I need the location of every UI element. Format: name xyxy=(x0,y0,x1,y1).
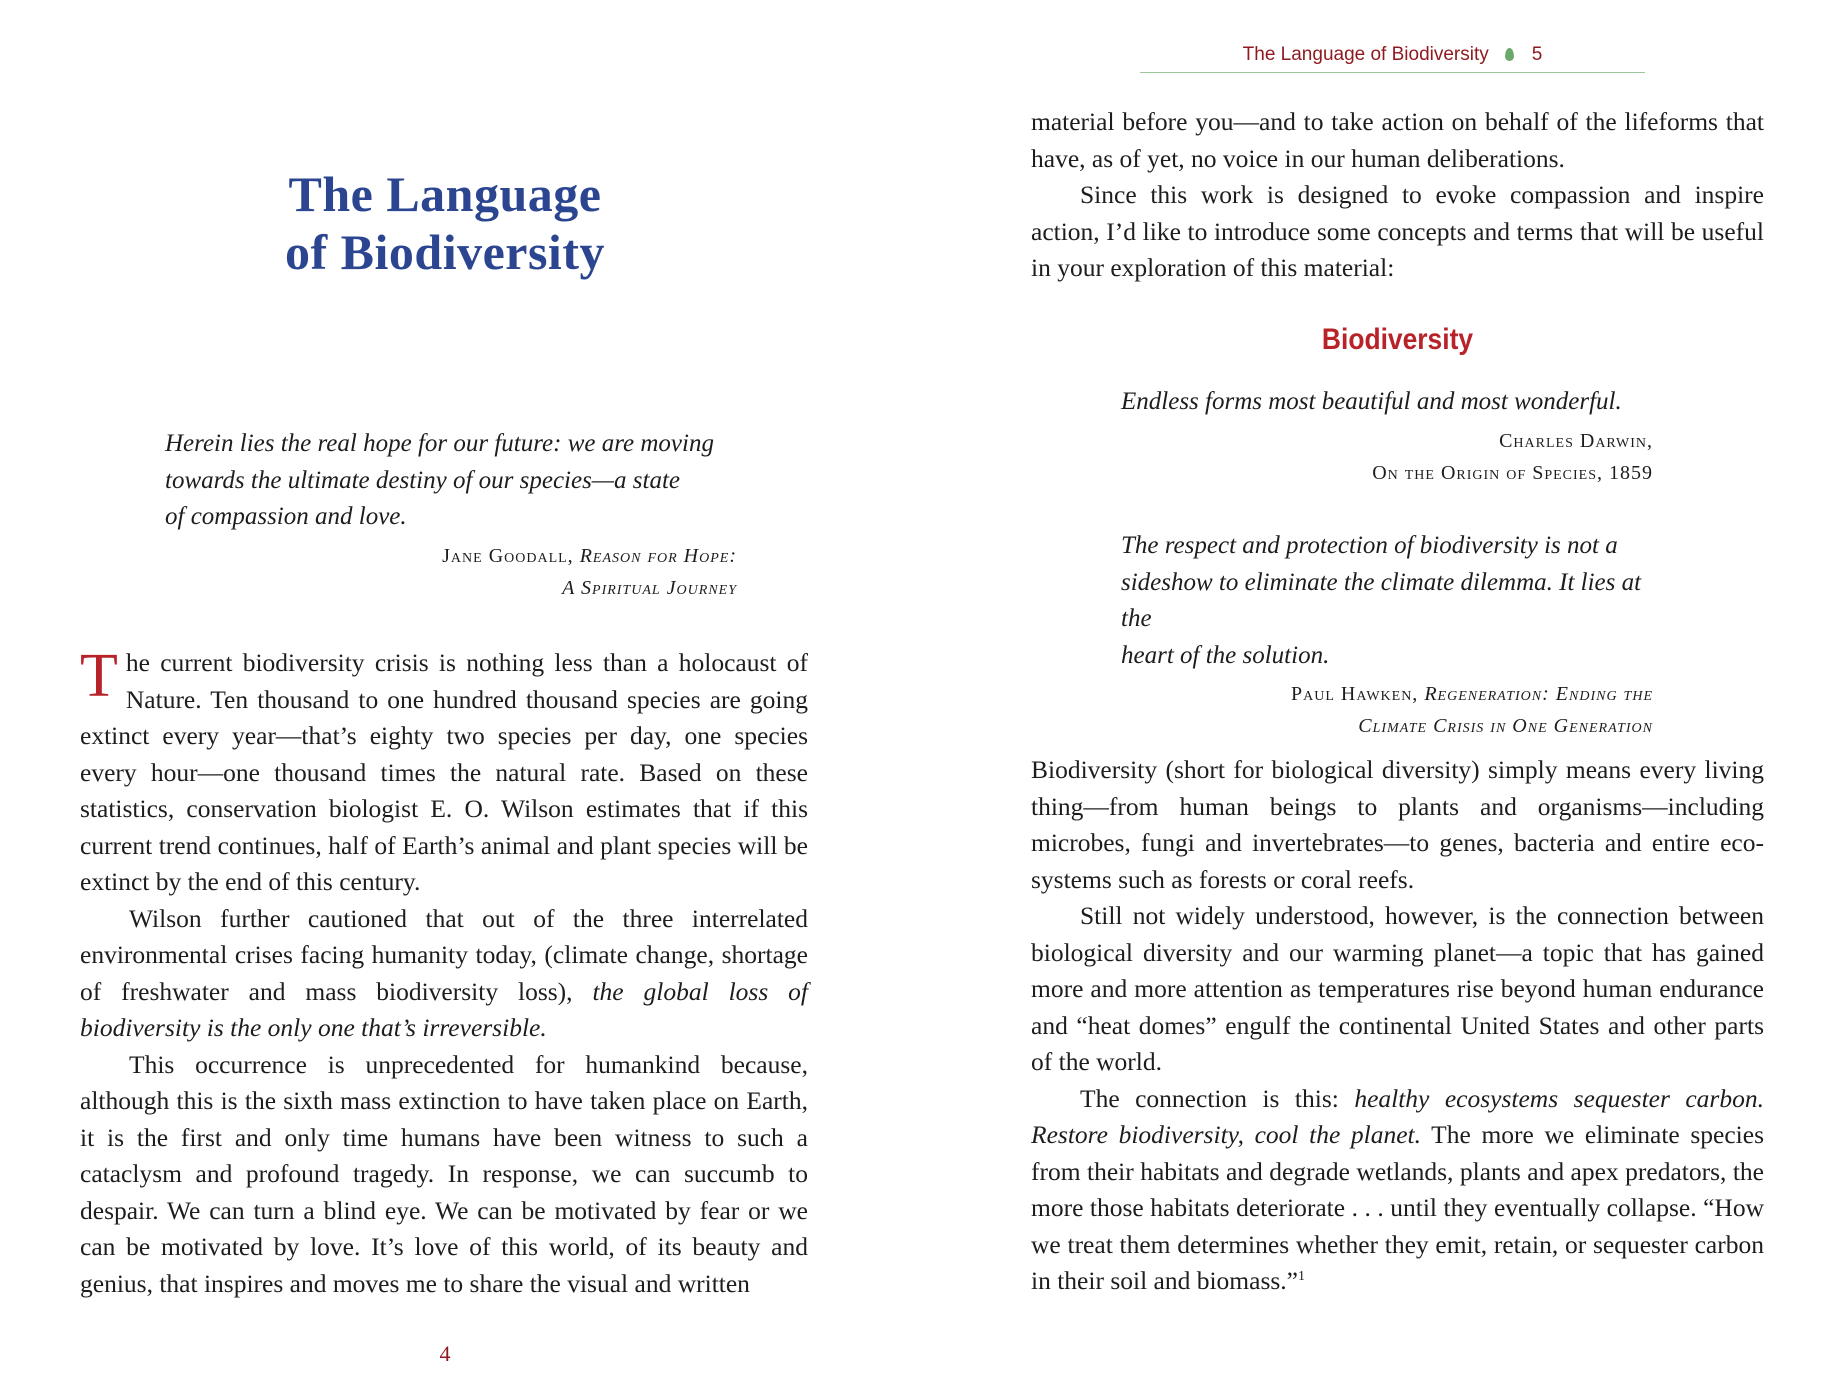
darwin-quote: Endless forms most beautiful and most wonderful. xyxy=(1121,388,1622,415)
page-number-left: 4 xyxy=(439,1341,451,1366)
right-body-text xyxy=(1031,752,1764,1300)
paragraph-1-text: he current biodiversity crisis is nothing less than a holocaust of Nature. Ten thousand to one hundred thousand species are going extinct every year—that’s eighty two species per day, one species every hour—one thousand times the natural rate. Based on these statistics, conservation biologist E. O. Wilson estimates that if this current trend continues, half of Earth’s animal and plant species will be extinct by the end of this century. xyxy=(80,648,808,896)
carbon-paragraph-start: The connection is this: xyxy=(1080,1083,1355,1113)
carbon-paragraph-rest: The more we eliminate species from their habitats and degrade wetlands, plants and apex predators, the more those habitats deteriorate . . . until they eventually collapse. “How we treat them determines whether they emit, retain, or sequester carbon in their soil and biomass.” xyxy=(1031,1120,1765,1295)
goodall-attribution xyxy=(165,540,737,604)
goodall-quote-line-1: Herein lies the real hope for our future: we are moving xyxy=(165,430,714,457)
goodall-work-line-2: A Spiritual Journey xyxy=(562,576,737,599)
darwin-author: Charles Darwin, xyxy=(1499,429,1653,452)
hawken-author: Paul Hawken, xyxy=(1290,683,1419,705)
hawken-work-line-1: Regeneration: Ending the xyxy=(1424,683,1653,705)
right-page xyxy=(915,0,1830,1396)
hawken-attribution xyxy=(1121,678,1653,742)
goodall-quote-line-2: towards the ultimate destiny of our species—a state xyxy=(165,466,681,494)
darwin-work: On the Origin of Species, 1859 xyxy=(1372,461,1653,484)
continued-paragraph: material before you—and to take action on behalf of the lifeforms that have, as of yet, no voice in our human deliberations. xyxy=(1031,107,1764,173)
left-body-text xyxy=(80,642,808,1302)
paragraph-2 xyxy=(80,901,808,1047)
carbon-paragraph xyxy=(1031,1081,1764,1300)
goodall-quote xyxy=(165,426,737,536)
hawken-epigraph xyxy=(1121,528,1653,742)
paragraph-1 xyxy=(80,642,808,901)
hawken-quote-line-3: heart of the solution. xyxy=(1121,641,1330,669)
connection-paragraph: Still not widely understood, however, is the connection between biological diversity and our warming planet—a topic that has gained more and more attention as temperatures rise beyond human endurance and “heat domes” engulf the continental United States and other parts of the world. xyxy=(1031,901,1764,1076)
carbon-paragraph-emphasis: healthy ecosystems sequester carbon. Restore biodiversity, cool the planet. xyxy=(1031,1083,1764,1149)
running-head-page-number: 5 xyxy=(1531,44,1543,65)
section-heading: Biodiversity xyxy=(1321,323,1474,356)
goodall-work-line-1: Reason for Hope: xyxy=(579,544,737,567)
leaf-icon xyxy=(1505,48,1514,61)
right-top-text xyxy=(1031,104,1764,287)
hawken-quote-line-1: The respect and protection of biodiversity is not a xyxy=(1121,532,1618,559)
goodall-author: Jane Goodall, xyxy=(442,544,574,567)
paragraph-3: This occurrence is unprecedented for humankind because, although this is the sixth mass extinction to have taken place on Earth, it is the first and only time humans have been witness to such a cataclysm and profound tragedy. In response, we can succumb to despair. We can turn a blind eye. We can be motivated by fear or we can be motivated by love. It’s love of this world, of its beauty and genius, that inspires and moves me to share the visual and written xyxy=(80,1049,808,1298)
chapter-title-line-1: The Language xyxy=(288,166,602,222)
intro-paragraph: Since this work is designed to evoke compassion and inspire action, I’d like to introduce some concepts and terms that will be useful in your exploration of this material: xyxy=(1031,180,1764,282)
darwin-epigraph xyxy=(1121,384,1653,489)
running-head-title: The Language of Biodiversity xyxy=(1242,44,1489,65)
chapter-title-line-2: of Biodiversity xyxy=(285,224,605,280)
chapter-title xyxy=(170,165,720,281)
darwin-attribution xyxy=(1121,425,1653,489)
hawken-quote xyxy=(1121,528,1653,674)
paragraph-2-emphasis: the global loss of biodiversity is the only one that’s irreversible. xyxy=(80,976,808,1042)
hawken-quote-line-2: sideshow to eliminate the climate dilemma. It lies at the xyxy=(1121,568,1642,632)
biodiversity-definition-paragraph: Biodiversity (short for biological diversity) simply means every living thing—from human beings to plants and organisms—including microbes, fungi and invertebrates—to genes, bacteria and entire ecosystems such as forests or coral reefs. xyxy=(1031,755,1764,894)
hawken-work-line-2: Climate Crisis in One Generation xyxy=(1358,715,1653,737)
drop-cap: T xyxy=(80,642,118,710)
footnote-marker[interactable]: 1 xyxy=(1298,1269,1306,1284)
paragraph-2-text: Wilson further cautioned that out of the three interrelated environmental crises facing humanity today, (climate change, shortage of freshwater and mass biodiversity loss), xyxy=(80,903,808,1006)
goodall-quote-line-3: of compassion and love. xyxy=(165,503,407,530)
running-head xyxy=(1140,42,1645,73)
goodall-epigraph xyxy=(165,426,737,604)
